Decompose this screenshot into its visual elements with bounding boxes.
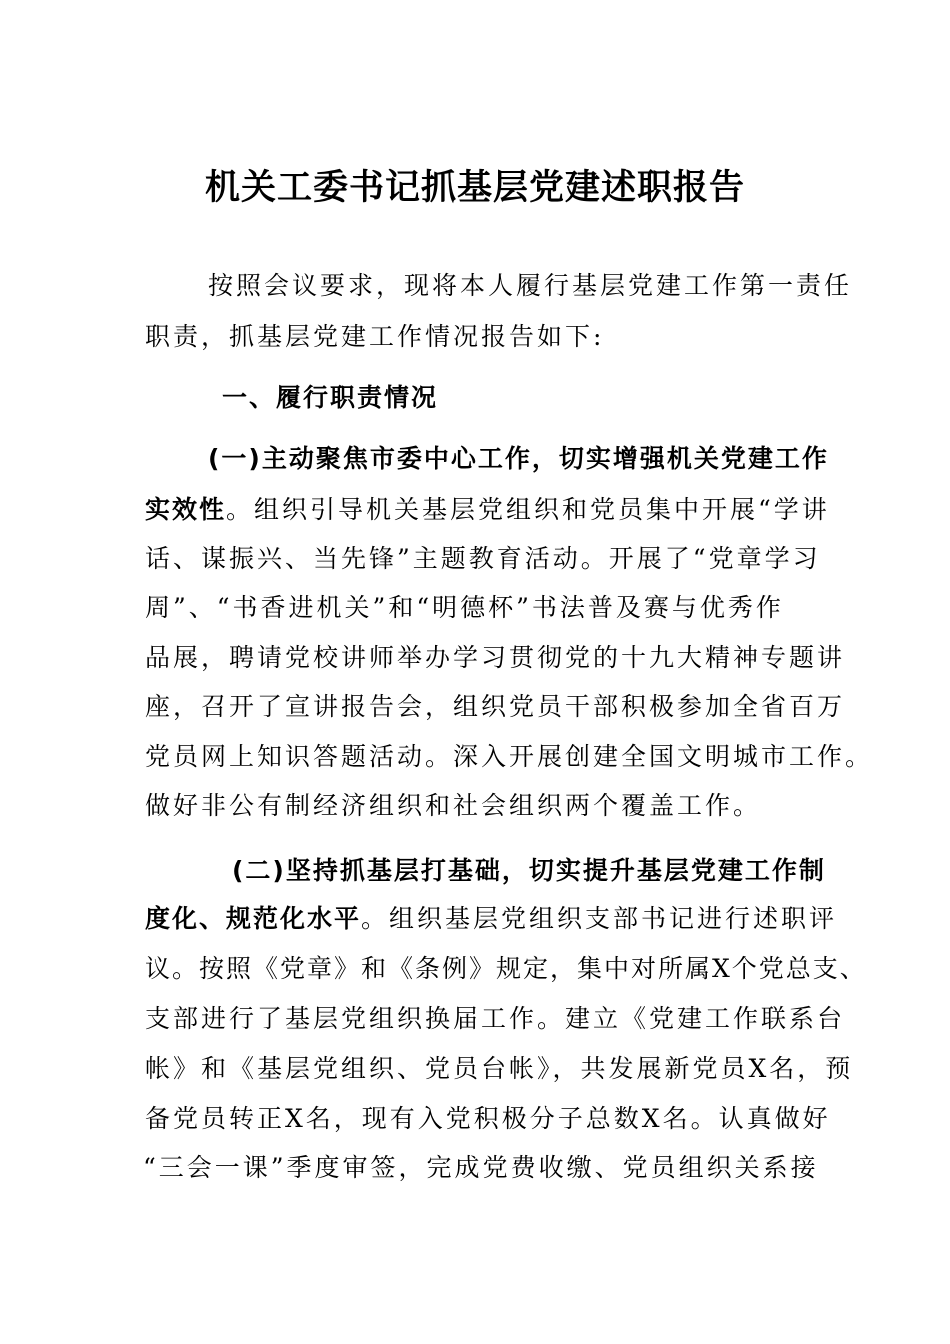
subsection-2-line-2 [145, 901, 837, 937]
subsection-2-line-7: “三会一课”季度审签，完成党费收缴、党员组织关系接 [143, 1153, 819, 1182]
subsection-1-line-7: 党员网上知识答题活动。深入开展创建全国文明城市工作。 [145, 742, 874, 771]
section-1-heading: 一、履行职责情况 [222, 383, 439, 412]
subsection-2-heading-line-1: (二)坚持抓基层打基础，切实提升基层党建工作制 [232, 856, 826, 885]
subsection-1-heading-line-1: (一)主动聚焦市委中心工作，切实增强机关党建工作 [208, 444, 829, 473]
subsection-1-line-2-text: 。组织引导机关基层党组织和党员集中开展“学讲 [226, 495, 830, 524]
intro-line-2: 职责，抓基层党建工作情况报告如下: [145, 322, 605, 351]
subsection-2-line-4: 支部进行了基层党组织换届工作。建立《党建工作联系台 [145, 1004, 846, 1033]
subsection-2-line-3: 议。按照《党章》和《条例》规定，集中对所属X个党总支、 [145, 954, 867, 983]
subsection-2-line-2-text: 。组织基层党组织支部书记进行述职评 [361, 904, 838, 933]
document-title: 机关工委书记抓基层党建述职报告 [204, 168, 745, 208]
subsection-1-line-2 [145, 492, 830, 528]
subsection-1-line-8: 做好非公有制经济组织和社会组织两个覆盖工作。 [145, 791, 762, 820]
subsection-1-line-6: 座，召开了宣讲报告会，组织党员干部积极参加全省百万 [145, 692, 846, 721]
subsection-2-line-5: 帐》和《基层党组织、党员台帐》，共发展新党员X名，预 [145, 1054, 854, 1083]
subsection-1-line-3: 话、谋振兴、当先锋”主题教育活动。开展了“党章学习 [145, 544, 821, 573]
subsection-1-line-4: 周”、“书香进机关”和“明德杯”书法普及赛与优秀作 [145, 593, 784, 622]
subsection-2-heading-line-2: 度化、规范化水平 [145, 904, 362, 933]
subsection-1-heading-line-2: 实效性 [145, 495, 227, 524]
subsection-2-line-6: 备党员转正X名，现有入党积极分子总数X名。认真做好 [145, 1104, 831, 1133]
subsection-1-line-5: 品展，聘请党校讲师举办学习贯彻党的十九大精神专题讲 [145, 643, 846, 672]
intro-line-1: 按照会议要求，现将本人履行基层党建工作第一责任 [208, 271, 853, 300]
